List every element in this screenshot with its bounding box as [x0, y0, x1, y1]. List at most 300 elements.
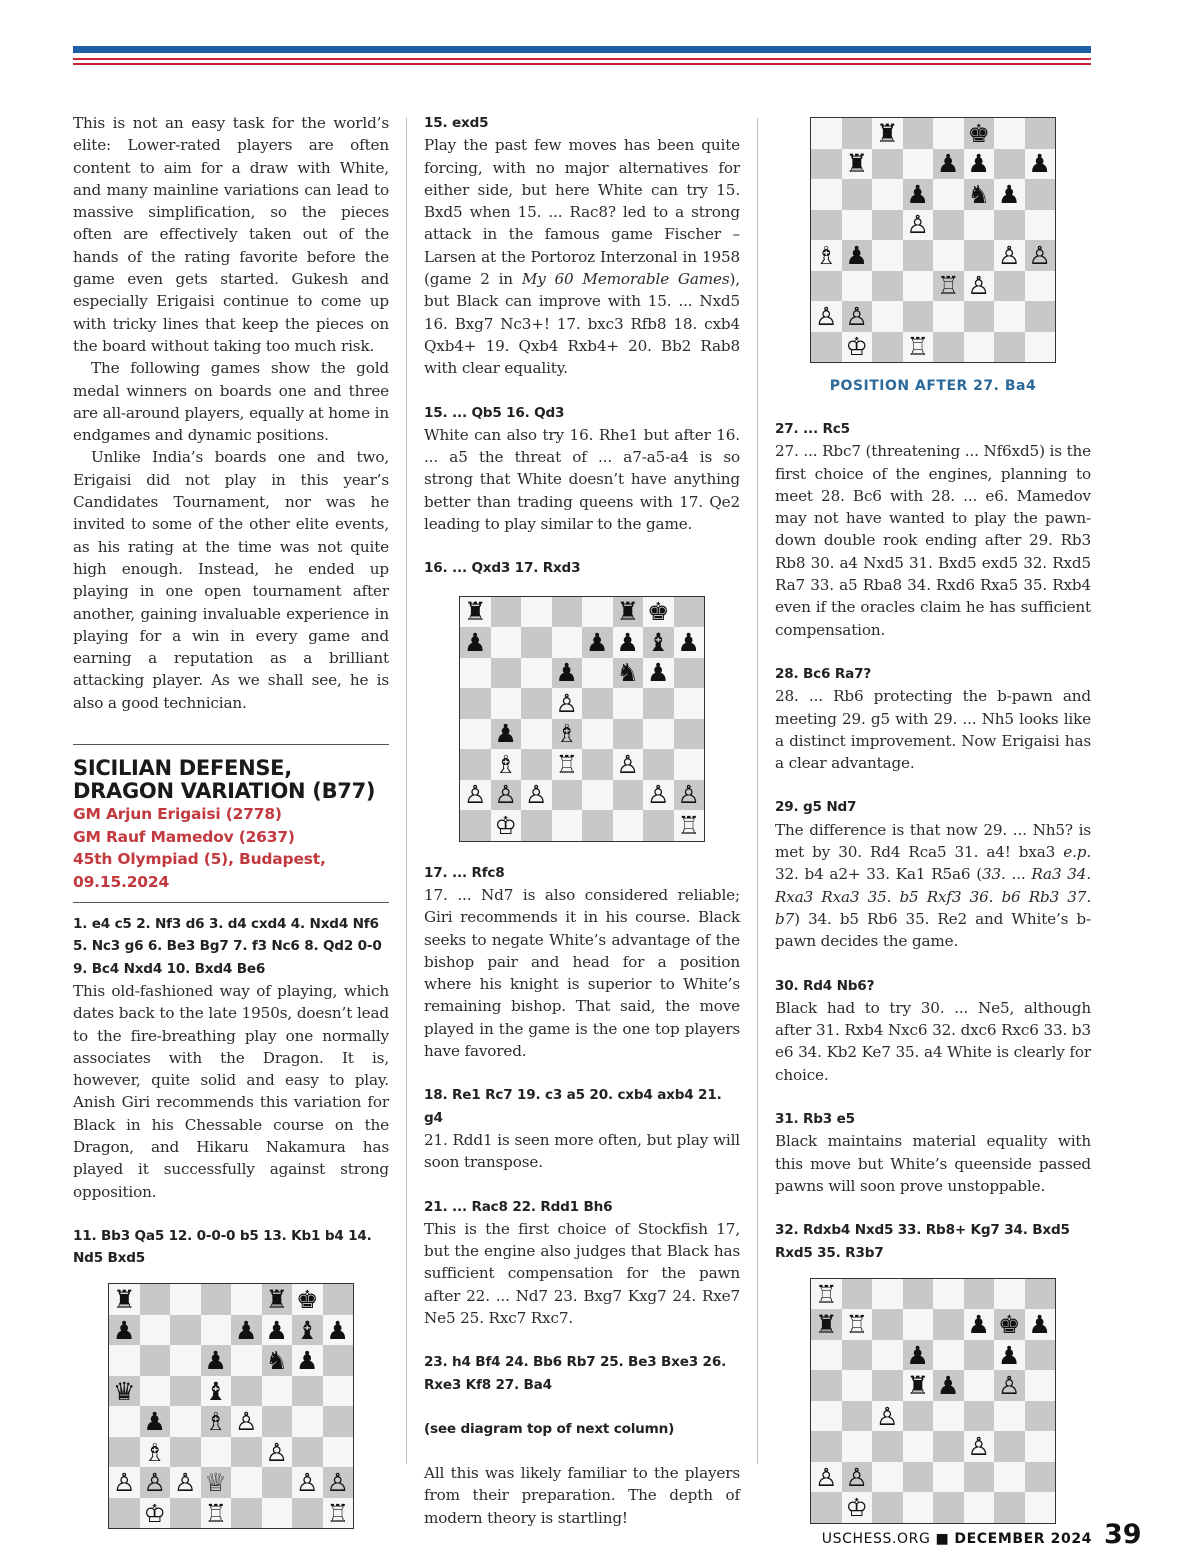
board-square: [994, 1462, 1025, 1493]
event-info: 45th Olympiad (5), Budapest, 09.15.2024: [73, 850, 326, 891]
board-square: [1025, 332, 1056, 363]
board-square: [811, 118, 842, 149]
board-square: [170, 1345, 201, 1376]
board-square: [292, 1498, 323, 1529]
board-square: [323, 1345, 354, 1376]
black-pawn-icon: ♟: [582, 627, 613, 658]
board-square: [872, 210, 903, 241]
board-square: [994, 1492, 1025, 1523]
black-pawn-icon: ♟: [491, 719, 522, 750]
intro-paragraph-2: The following games show the gold medal winners on boards one and three are all-around players, equally at home in endgames and dynamic positions.: [73, 359, 389, 445]
white-king-icon: ♔: [842, 332, 873, 363]
white-pawn-icon: ♙: [872, 1401, 903, 1432]
board-square: [1025, 271, 1056, 302]
board-square: [643, 688, 674, 719]
board-square: [903, 1279, 934, 1310]
board-square: [491, 688, 522, 719]
move-30: 30. Rd4 Nb6?: [775, 977, 875, 994]
white-bishop-icon: ♗: [140, 1437, 171, 1468]
comment-move-21: 21. Rdd1 is seen more often, but play will soon transpose.: [424, 1130, 740, 1172]
white-bishop-icon: ♗: [811, 240, 842, 271]
black-pawn-icon: ♟: [109, 1315, 140, 1346]
board-square: [842, 271, 873, 302]
black-king-icon: ♚: [964, 118, 995, 149]
board-square: [811, 1340, 842, 1371]
board-square: [842, 1370, 873, 1401]
move-27-black: 27. ... Rc5: [775, 421, 850, 437]
white-pawn-icon: ♙: [170, 1467, 201, 1498]
header-blue-rule: [73, 46, 1091, 53]
board-square: [933, 240, 964, 271]
black-pawn-icon: ♟: [552, 658, 583, 689]
black-rook-icon: ♜: [842, 149, 873, 180]
board-square: [201, 1284, 232, 1315]
comment-move-15: Play the past few moves has been quite forcing, with no major alternatives for either side, but here White can try 15. Bxd5 when 15. ... Rac8? led to a strong attack in the famous game Fischer – Larsen at the Portoroz Interzonal in 1958 (game 2 in My 60 Memorable Games), but Black can improve with 15. ... Nxd5 16. Bxg7 Nc3+! 17. bxc3 Rfb8 18. cxb4 Qxb4+ 19. Qxb4 Rxb4+ 20. Bb2 Rab8 with clear equality.: [424, 136, 740, 378]
board-square: [964, 301, 995, 332]
board-square: [109, 1437, 140, 1468]
white-bishop-icon: ♗: [201, 1406, 232, 1437]
board-square: [872, 179, 903, 210]
board-square: [491, 658, 522, 689]
board-square: [1025, 1431, 1056, 1462]
board-square: [933, 1401, 964, 1432]
white-pawn-icon: ♙: [613, 749, 644, 780]
board-square: [842, 118, 873, 149]
board-square: [460, 658, 491, 689]
board-square: [933, 301, 964, 332]
black-knight-icon: ♞: [613, 658, 644, 689]
moves-32-35: 32. Rdxb4 Nxd5 33. Rb8+ Kg7 34. Bxd5 Rxd5 35. R3b7: [775, 1222, 1070, 1261]
board-square: [872, 149, 903, 180]
column-divider-2: [757, 118, 758, 1464]
board-square: [842, 1340, 873, 1371]
board-square: [1025, 1370, 1056, 1401]
board-square: [933, 1492, 964, 1523]
board-square: [903, 271, 934, 302]
board-square: [552, 780, 583, 811]
board-square: [811, 332, 842, 363]
chess-diagram-after-14: [108, 1283, 354, 1529]
board-square: [170, 1376, 201, 1407]
board-square: [903, 1431, 934, 1462]
moves-15-16: 15. ... Qb5 16. Qd3: [424, 404, 565, 421]
board-square: [170, 1284, 201, 1315]
board-square: [872, 332, 903, 363]
white-rook-icon: ♖: [811, 1279, 842, 1310]
board-square: [231, 1345, 262, 1376]
white-pawn-icon: ♙: [1025, 240, 1056, 271]
white-pawn-icon: ♙: [994, 240, 1025, 271]
column-2: [424, 112, 740, 1529]
footer-square: ■: [935, 1531, 950, 1547]
black-pawn-icon: ♟: [1025, 149, 1056, 180]
chess-diagram-after-17: [459, 596, 705, 842]
white-pawn-icon: ♙: [674, 780, 705, 811]
black-pawn-icon: ♟: [262, 1315, 293, 1346]
moves-11-14: 11. Bb3 Qa5 12. 0-0-0 b5 13. Kb1 b4 14. Nd5 Bxd5: [73, 1227, 372, 1267]
moves-1-10: 1. e4 c5 2. Nf3 d6 3. d4 cxd4 4. Nxd4 Nf6 5. Nc3 g6 6. Be3 Bg7 7. f3 Nc6 8. Qd2 0-0 9. Bc4 Nxd4 10. Bxd4 Be6: [73, 916, 382, 977]
comment-move-28: 28. ... Rb6 protecting the b-pawn and meeting 29. g5 with 29. ... Nh5 looks like a distinct improvement. Now Erigaisi has a clear advantage.: [775, 687, 1091, 773]
board-square: [872, 1340, 903, 1371]
black-pawn-icon: ♟: [460, 627, 491, 658]
black-pawn-icon: ♟: [903, 1340, 934, 1371]
board-square: [964, 332, 995, 363]
board-square: [903, 1492, 934, 1523]
board-square: [109, 1498, 140, 1529]
board-square: [323, 1284, 354, 1315]
board-square: [842, 1431, 873, 1462]
board-square: [1025, 179, 1056, 210]
board-square: [323, 1437, 354, 1468]
board-square: [613, 780, 644, 811]
board-square: [643, 719, 674, 750]
board-square: [491, 597, 522, 628]
white-pawn-icon: ♙: [521, 780, 552, 811]
board-square: [811, 271, 842, 302]
white-pawn-icon: ♙: [994, 1370, 1025, 1401]
footer-site: USCHESS.ORG: [821, 1531, 931, 1547]
board-square: [460, 749, 491, 780]
black-pawn-icon: ♟: [933, 149, 964, 180]
black-pawn-icon: ♟: [964, 1309, 995, 1340]
black-pawn-icon: ♟: [994, 1340, 1025, 1371]
board-square: [872, 1370, 903, 1401]
board-square: [811, 179, 842, 210]
board-square: [460, 688, 491, 719]
board-square: [964, 1370, 995, 1401]
black-pawn-icon: ♟: [964, 149, 995, 180]
black-pawn-icon: ♟: [842, 240, 873, 271]
board-square: [842, 179, 873, 210]
board-square: [903, 1462, 934, 1493]
move-15: 15. exd5: [424, 115, 489, 131]
board-square: [994, 1401, 1025, 1432]
board-square: [292, 1437, 323, 1468]
board-square: [1025, 1492, 1056, 1523]
white-queen-icon: ♕: [201, 1467, 232, 1498]
black-pawn-icon: ♟: [1025, 1309, 1056, 1340]
board-square: [201, 1437, 232, 1468]
black-pawn-icon: ♟: [903, 179, 934, 210]
black-rook-icon: ♜: [872, 118, 903, 149]
comment-move-31: Black maintains material equality with this move but White’s queenside passed pawns will soon prove unstoppable.: [775, 1132, 1091, 1195]
white-pawn-icon: ♙: [231, 1406, 262, 1437]
white-king-icon: ♔: [140, 1498, 171, 1529]
board-square: [842, 1279, 873, 1310]
white-rook-icon: ♖: [323, 1498, 354, 1529]
board-square: [460, 810, 491, 841]
board-square: [964, 1492, 995, 1523]
white-rook-icon: ♖: [933, 271, 964, 302]
header-red-rule: [73, 58, 1091, 60]
black-pawn-icon: ♟: [231, 1315, 262, 1346]
board-square: [521, 688, 552, 719]
board-square: [521, 658, 552, 689]
board-square: [964, 240, 995, 271]
black-rook-icon: ♜: [109, 1284, 140, 1315]
board-square: [1025, 118, 1056, 149]
board-square: [170, 1406, 201, 1437]
black-bishop-icon: ♝: [643, 627, 674, 658]
white-player: GM Arjun Erigaisi (2778): [73, 805, 282, 824]
board-square: [933, 1309, 964, 1340]
white-bishop-icon: ♗: [552, 719, 583, 750]
black-pawn-icon: ♟: [140, 1406, 171, 1437]
moves-18-21: 18. Re1 Rc7 19. c3 a5 20. cxb4 axb4 21. g4: [424, 1087, 722, 1126]
page-footer: [822, 1531, 1092, 1547]
board-square: [323, 1376, 354, 1407]
chess-diagram-after-27: [810, 117, 1056, 363]
board-square: [231, 1284, 262, 1315]
board-square: [872, 1279, 903, 1310]
board-square: [903, 1401, 934, 1432]
board-square: [262, 1467, 293, 1498]
board-square: [903, 118, 934, 149]
board-square: [933, 1340, 964, 1371]
black-king-icon: ♚: [643, 597, 674, 628]
board-square: [231, 1376, 262, 1407]
white-pawn-icon: ♙: [964, 271, 995, 302]
white-pawn-icon: ♙: [323, 1467, 354, 1498]
moves-16-17: 16. ... Qxd3 17. Rxd3: [424, 560, 581, 577]
board-square: [521, 627, 552, 658]
board-square: [994, 149, 1025, 180]
board-square: [323, 1406, 354, 1437]
board-square: [933, 179, 964, 210]
move-28: 28. Bc6 Ra7?: [775, 665, 872, 682]
white-pawn-icon: ♙: [552, 688, 583, 719]
move-31: 31. Rb3 e5: [775, 1111, 855, 1128]
board-square: [521, 810, 552, 841]
board-square: [231, 1467, 262, 1498]
board-square: [994, 271, 1025, 302]
board-square: [811, 1370, 842, 1401]
board-square: [613, 719, 644, 750]
board-square: [552, 627, 583, 658]
board-square: [521, 597, 552, 628]
board-square: [994, 1431, 1025, 1462]
board-square: [460, 719, 491, 750]
board-square: [872, 1309, 903, 1340]
board-square: [582, 780, 613, 811]
black-knight-icon: ♞: [964, 179, 995, 210]
board-square: [811, 210, 842, 241]
column-1: [73, 112, 389, 1529]
black-pawn-icon: ♟: [643, 658, 674, 689]
move-17: 17. ... Rfc8: [424, 864, 505, 881]
move-29: 29. g5 Nd7: [775, 799, 857, 816]
diagram-caption: POSITION AFTER 27. Ba4: [829, 378, 1037, 394]
comment-move-16: White can also try 16. Rhe1 but after 16. ... a5 the threat of ... a7-a5-a4 is so strong that White doesn’t have anything better than trading queens with 17. Qe2 leading to play similar to the game.: [424, 425, 740, 534]
board-square: [231, 1437, 262, 1468]
board-square: [140, 1284, 171, 1315]
board-square: [1025, 210, 1056, 241]
board-square: [491, 627, 522, 658]
board-square: [842, 1401, 873, 1432]
intro-paragraph-3: Unlike India’s boards one and two, Erigaisi did not play in this year’s Candidates Tournament, nor was he invited to some of the other elite events, as his rating at the time was not quite high enough. Instead, he ended up playing in one open tournament after another, gaining invaluable experience in playing for a win in every game and earning a reputation as a brilliant attacking player. As we shall see, he is also a good technician.: [73, 448, 389, 712]
white-pawn-icon: ♙: [964, 1431, 995, 1462]
board-square: [1025, 1340, 1056, 1371]
board-square: [903, 1309, 934, 1340]
board-square: [521, 719, 552, 750]
board-square: [582, 658, 613, 689]
see-diagram-note: (see diagram top of next column): [424, 1420, 675, 1437]
board-square: [811, 1431, 842, 1462]
black-bishop-icon: ♝: [292, 1315, 323, 1346]
board-square: [582, 597, 613, 628]
white-rook-icon: ♖: [903, 332, 934, 363]
board-square: [674, 719, 705, 750]
white-pawn-icon: ♙: [460, 780, 491, 811]
board-square: [1025, 1462, 1056, 1493]
board-square: [582, 749, 613, 780]
board-square: [170, 1315, 201, 1346]
comment-move-30: Black had to try 30. ... Ne5, although after 31. Rxb4 Nxc6 32. dxc6 Rxc6 33. b3 e6 34. Kb2 Ke7 35. a4 White is clearly for choice.: [775, 998, 1091, 1084]
board-square: [582, 688, 613, 719]
board-square: [674, 749, 705, 780]
board-square: [674, 688, 705, 719]
board-square: [552, 810, 583, 841]
board-square: [872, 271, 903, 302]
white-rook-icon: ♖: [552, 749, 583, 780]
white-pawn-icon: ♙: [643, 780, 674, 811]
board-square: [811, 149, 842, 180]
black-king-icon: ♚: [292, 1284, 323, 1315]
board-square: [994, 1279, 1025, 1310]
board-square: [674, 597, 705, 628]
board-square: [140, 1376, 171, 1407]
black-knight-icon: ♞: [262, 1345, 293, 1376]
white-rook-icon: ♖: [201, 1498, 232, 1529]
white-pawn-icon: ♙: [262, 1437, 293, 1468]
board-square: [521, 749, 552, 780]
black-rook-icon: ♜: [613, 597, 644, 628]
board-square: [582, 719, 613, 750]
board-square: [582, 810, 613, 841]
board-square: [262, 1406, 293, 1437]
board-square: [811, 1492, 842, 1523]
board-square: [903, 301, 934, 332]
board-square: [872, 1462, 903, 1493]
white-pawn-icon: ♙: [811, 1462, 842, 1493]
board-square: [292, 1376, 323, 1407]
board-square: [1025, 301, 1056, 332]
board-square: [1025, 1401, 1056, 1432]
footer-issue-date: DECEMBER 2024: [954, 1531, 1092, 1547]
white-bishop-icon: ♗: [491, 749, 522, 780]
board-square: [903, 240, 934, 271]
game-title: SICILIAN DEFENSE, DRAGON VARIATION (B77): [73, 756, 376, 804]
board-square: [140, 1315, 171, 1346]
white-rook-icon: ♖: [674, 810, 705, 841]
board-square: [170, 1437, 201, 1468]
chess-diagram-after-35: [810, 1278, 1056, 1524]
black-player: GM Rauf Mamedov (2637): [73, 827, 295, 846]
board-square: [613, 688, 644, 719]
black-pawn-icon: ♟: [613, 627, 644, 658]
column-divider-1: [406, 118, 407, 1464]
board-square: [842, 210, 873, 241]
white-rook-icon: ♖: [842, 1309, 873, 1340]
board-square: [933, 1431, 964, 1462]
board-square: [933, 332, 964, 363]
black-queen-icon: ♛: [109, 1376, 140, 1407]
black-rook-icon: ♜: [460, 597, 491, 628]
board-square: [1025, 1279, 1056, 1310]
board-square: [613, 810, 644, 841]
header-red-rule-2: [73, 63, 1091, 65]
board-square: [872, 240, 903, 271]
black-pawn-icon: ♟: [994, 179, 1025, 210]
board-square: [872, 1431, 903, 1462]
white-king-icon: ♔: [491, 810, 522, 841]
board-square: [811, 1401, 842, 1432]
board-square: [292, 1406, 323, 1437]
board-square: [170, 1498, 201, 1529]
black-pawn-icon: ♟: [201, 1345, 232, 1376]
white-pawn-icon: ♙: [811, 301, 842, 332]
board-square: [933, 1279, 964, 1310]
white-king-icon: ♔: [842, 1492, 873, 1523]
white-pawn-icon: ♙: [292, 1467, 323, 1498]
black-bishop-icon: ♝: [201, 1376, 232, 1407]
board-square: [262, 1376, 293, 1407]
board-square: [643, 810, 674, 841]
comment-move-27-theory: All this was likely familiar to the players from their preparation. The depth of modern theory is startling!: [424, 1464, 740, 1527]
white-pawn-icon: ♙: [491, 780, 522, 811]
board-square: [933, 1462, 964, 1493]
black-king-icon: ♚: [994, 1309, 1025, 1340]
board-square: [201, 1315, 232, 1346]
white-pawn-icon: ♙: [842, 1462, 873, 1493]
board-square: [109, 1345, 140, 1376]
board-square: [964, 1462, 995, 1493]
comment-move-27: 27. ... Rbc7 (threatening ... Nf6xd5) is the first choice of the engines, planning to meet 28. Bc6 with 28. ... e6. Mamedov may not have wanted to play the pawn-down double rook ending after 29. Rb3 Rb8 30. a4 Nxd5 31. Bxd5 exd5 32. Rxd5 Ra7 33. a5 Rba8 34. Rxd6 Rxa5 35. Rxb4 even if the oracles claim he has sufficient compensation.: [775, 442, 1091, 639]
board-square: [964, 210, 995, 241]
white-pawn-icon: ♙: [140, 1467, 171, 1498]
column-3: [775, 112, 1091, 1524]
board-square: [994, 332, 1025, 363]
board-square: [903, 149, 934, 180]
intro-paragraph-1: This is not an easy task for the world’s elite: Lower-rated players are often content to aim for a draw with White, and many mainline variations can lead to massive simplification, so the pieces often are effectively taken out of the hands of the rating favorite before the game even gets started. Gukesh and especially Erigaisi continue to come up with tricky lines that keep the pieces on the board without taking too much risk.: [73, 114, 389, 355]
board-square: [872, 301, 903, 332]
board-square: [994, 118, 1025, 149]
board-square: [994, 210, 1025, 241]
comment-move-10: This old-fashioned way of playing, which dates back to the late 1950s, doesn’t lead to the fire-breathing play one normally associates with the Dragon. It is, however, quite solid and easy to play. Anish Giri recommends this variation for Black in his Chessable course on the Dragon, and Hikaru Nakamura has played it successfully against strong opposition.: [73, 981, 389, 1201]
board-square: [964, 1340, 995, 1371]
board-square: [994, 301, 1025, 332]
page-number: 39: [1104, 1519, 1142, 1550]
board-square: [872, 1492, 903, 1523]
black-rook-icon: ♜: [811, 1309, 842, 1340]
comment-move-29: The difference is that now 29. ... Nh5? is met by 30. Rd4 Rca5 31. a4! bxa3 e.p. 32. b4 a2+ 33. Ka1 R5a6 (33. ... Ra3 34. Rxa3 Rxa3 35. b5 Rxf3 36. b6 Rb3 37. b7) 34. b5 Rb6 35. Re2 and White’s b-pawn decides the game.: [775, 820, 1091, 951]
board-square: [933, 210, 964, 241]
board-square: [964, 1401, 995, 1432]
comment-move-17: 17. ... Nd7 is also considered reliable; Giri recommends it in his course. Black seeks to negate White’s advantage of the bishop pair and head for a position where his knight is superior to White’s remaining bishop. That said, the move played in the game is the one top players have favored.: [424, 885, 740, 1061]
board-square: [933, 118, 964, 149]
black-rook-icon: ♜: [262, 1284, 293, 1315]
board-square: [552, 597, 583, 628]
board-square: [109, 1406, 140, 1437]
board-square: [140, 1345, 171, 1376]
moves-23-27: 23. h4 Bf4 24. Bb6 Rb7 25. Be3 Bxe3 26. Rxe3 Kf8 27. Ba4: [424, 1354, 727, 1393]
black-pawn-icon: ♟: [933, 1370, 964, 1401]
moves-21-22: 21. ... Rac8 22. Rdd1 Bh6: [424, 1198, 613, 1215]
comment-move-22: This is the first choice of Stockfish 17, but the engine also judges that Black has sufficient compensation for the pawn after 22. ... Nd7 23. Bxg7 Kxg7 24. Rxe7 Ne5 25. Rxc7 Rxc7.: [424, 1219, 740, 1327]
black-pawn-icon: ♟: [292, 1345, 323, 1376]
board-square: [643, 749, 674, 780]
white-pawn-icon: ♙: [903, 210, 934, 241]
